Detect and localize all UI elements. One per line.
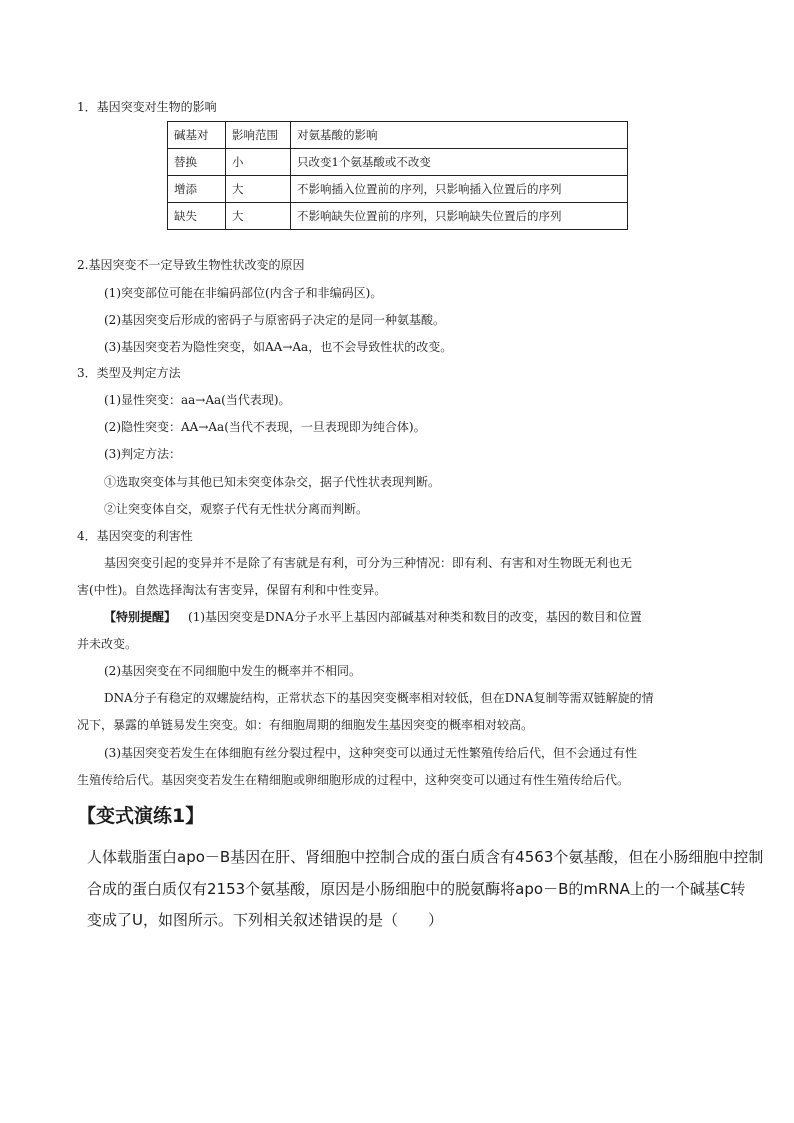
list-item: (1)突变部位可能在非编码部位(内含子和非编码区)。: [104, 286, 383, 300]
tip-line: [104, 610, 642, 624]
paragraph-line: 况下，暴露的单链易发生突变。如：有细胞周期的细胞发生基因突变的概率相对较高。: [77, 718, 534, 732]
table-header: 对氨基酸的影响: [291, 122, 628, 149]
table-row: [168, 203, 628, 230]
table-row: [168, 176, 628, 203]
table-row: [168, 149, 628, 176]
table-cell: 替换: [168, 149, 226, 176]
problem-line: 人体载脂蛋白apo－B基因在肝、肾细胞中控制合成的蛋白质含有4563个氨基酸，但在小肠细胞中控制: [87, 848, 764, 866]
table-cell: 增添: [168, 176, 226, 203]
problem-line: 合成的蛋白质仅有2153个氨基酸，原因是小肠细胞中的脱氨酶将apo－B的mRNA上的一个碱基C转: [87, 880, 746, 898]
list-item: (1)显性突变：aa→Aa(当代表现)。: [104, 393, 291, 407]
table-cell: 大: [226, 176, 291, 203]
table-cell: 不影响缺失位置前的序列，只影响缺失位置后的序列: [291, 203, 628, 230]
table-cell: 大: [226, 203, 291, 230]
list-item: (2)基因突变后形成的密码子与原密码子决定的是同一种氨基酸。: [104, 313, 446, 327]
section-4-title: 4．基因突变的利害性: [77, 529, 193, 543]
section-3-title: 3．类型及判定方法: [77, 366, 181, 380]
paragraph-line: (3)基因突变若发生在体细胞有丝分裂过程中，这种突变可以通过无性繁殖传给后代，但不会通过有性: [104, 746, 638, 760]
paragraph-line: 并未改变。: [77, 637, 138, 651]
paragraph-line: 基因突变引起的变异并不是除了有害就是有利，可分为三种情况：即有利、有害和对生物既无利也无: [104, 556, 633, 570]
paragraph-line: DNA分子有稳定的双螺旋结构，正常状态下的基因突变概率相对较低，但在DNA复制等需双链解旋的情: [104, 691, 654, 705]
tip-text: (1)基因突变是DNA分子水平上基因内部碱基对种类和数目的改变，基因的数目和位置: [188, 610, 642, 624]
list-item: (3)判定方法：: [104, 447, 181, 461]
list-item: (3)基因突变若为隐性突变，如AA→Aa，也不会导致性状的改变。: [104, 340, 453, 354]
section-1-title: 1．基因突变对生物的影响: [77, 100, 217, 114]
mutation-impact-table: [167, 121, 628, 230]
table-header: 影响范围: [226, 122, 291, 149]
tip-label: 【特别提醒】: [104, 610, 177, 624]
table-header-row: [168, 122, 628, 149]
table-cell: 不影响插入位置前的序列，只影响插入位置后的序列: [291, 176, 628, 203]
paragraph-line: 害(中性)。自然选择淘汰有害变异，保留有利和中性变异。: [77, 583, 387, 597]
paragraph-line: (2)基因突变在不同细胞中发生的概率并不相同。: [104, 664, 361, 678]
exercise-heading: 【变式演练1】: [77, 805, 205, 827]
problem-line: 变成了U，如图所示。下列相关叙述错误的是（ ）: [87, 911, 443, 929]
list-item: (2)隐性突变：AA→Aa(当代不表现，一旦表现即为纯合体)。: [104, 420, 426, 434]
table-cell: 缺失: [168, 203, 226, 230]
table-cell: 只改变1个氨基酸或不改变: [291, 149, 628, 176]
paragraph-line: 生殖传给后代。基因突变若发生在精细胞或卵细胞形成的过程中，这种突变可以通过有性生殖传给后代。: [77, 773, 630, 787]
list-item: ②让突变体自交，观察子代有无性状分离而判断。: [104, 502, 369, 516]
list-item: ①选取突变体与其他已知未突变体杂交，据子代性状表现判断。: [104, 475, 441, 489]
section-2-title: 2.基因突变不一定导致生物性状改变的原因: [77, 258, 305, 272]
table-cell: 小: [226, 149, 291, 176]
table-header: 碱基对: [168, 122, 226, 149]
